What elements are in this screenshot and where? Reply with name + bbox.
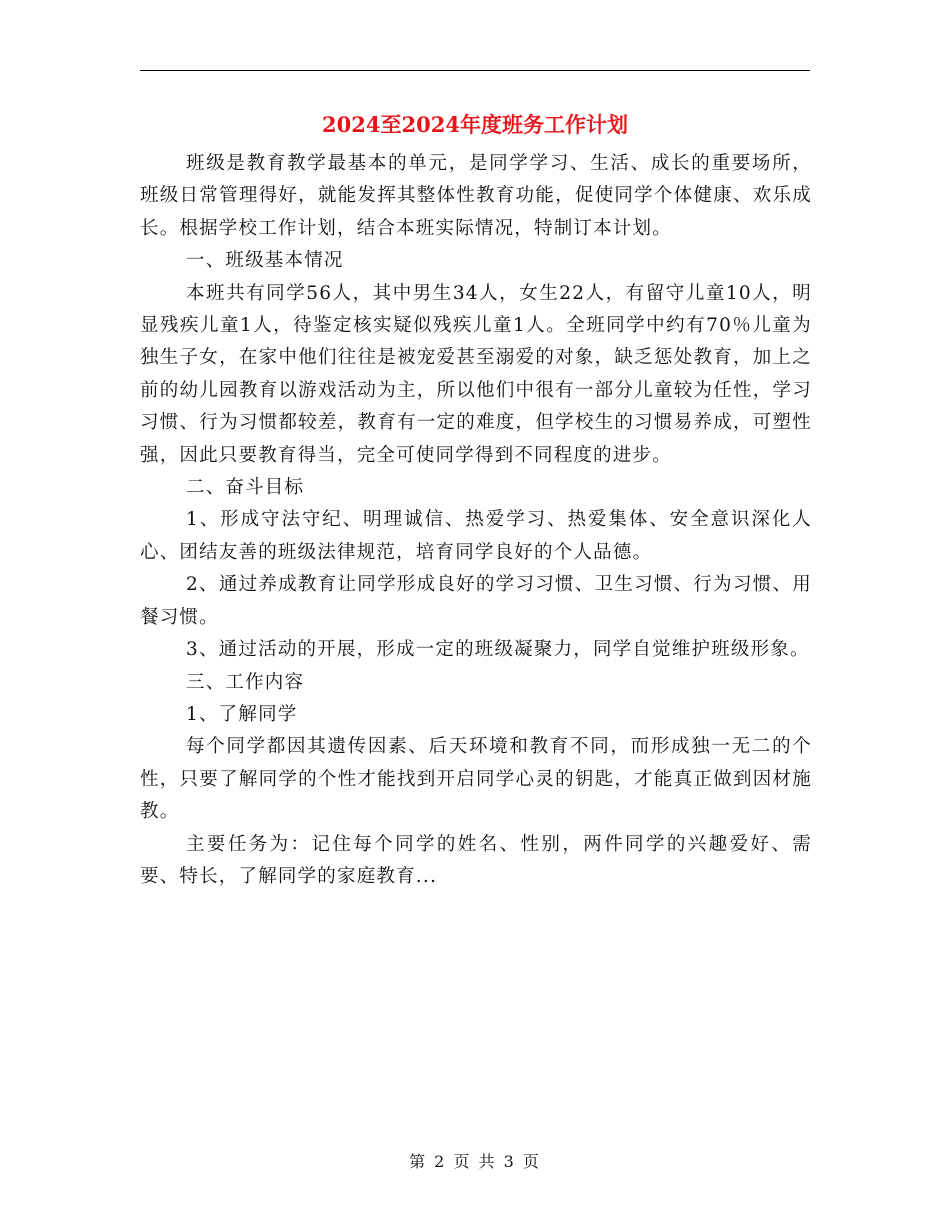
subheading-understand-students: 1、了解同学 [186,703,298,725]
main-tasks-paragraph: 主要任务为：记住每个同学的姓名、性别，两件同学的兴趣爱好、需要、特长，了解同学的家庭教育... [140,833,812,887]
document-title: 2024至2024年度班务工作计划 [322,112,628,137]
basic-situation-paragraph: 本班共有同学56人，其中男生34人，女生22人，有留守儿童10人，明显残疾儿童1人，待鉴定核实疑似残疾儿童1人。全班同学中约有70％儿童为独生子女，在家中他们往往是被宠爱甚至溺爱的对象，缺乏惩处教育，加上之前的幼儿园教育以游戏活动为主，所以他们中很有一部分儿童较为任性，学习习惯、行为习惯都较差，教育有一定的难度，但学校生的习惯易养成，可塑性强，因此只要教育得当，完全可使同学得到不同程度的进步。 [140,282,812,466]
section-heading-basic-situation: 一、班级基本情况 [186,250,344,272]
header-rule [140,70,810,71]
document-body [140,148,812,893]
section-heading-goals: 二、奋斗目标 [186,477,305,499]
page-number-footer: 第 2 页 共 3 页 [409,1152,541,1171]
goal-item-2: 2、通过养成教育让同学形成良好的学习习惯、卫生习惯、行为习惯、用餐习惯。 [140,574,812,628]
goal-item-3: 3、通过活动的开展，形成一定的班级凝聚力，同学自觉维护班级形象。 [186,639,810,661]
understand-students-paragraph: 每个同学都因其遗传因素、后天环境和教育不同，而形成独一无二的个性，只要了解同学的个性才能找到开启同学心灵的钥匙，才能真正做到因材施教。 [140,736,812,823]
intro-paragraph: 班级是教育教学最基本的单元，是同学学习、生活、成长的重要场所，班级日常管理得好，就能发挥其整体性教育功能，促使同学个体健康、欢乐成长。根据学校工作计划，结合本班实际情况，特制订本计划。 [140,153,812,239]
section-heading-work-content: 三、工作内容 [186,671,305,693]
goal-item-1: 1、形成守法守纪、明理诚信、热爱学习、热爱集体、安全意识深化人心、团结友善的班级法律规范，培育同学良好的个人品德。 [140,509,812,563]
